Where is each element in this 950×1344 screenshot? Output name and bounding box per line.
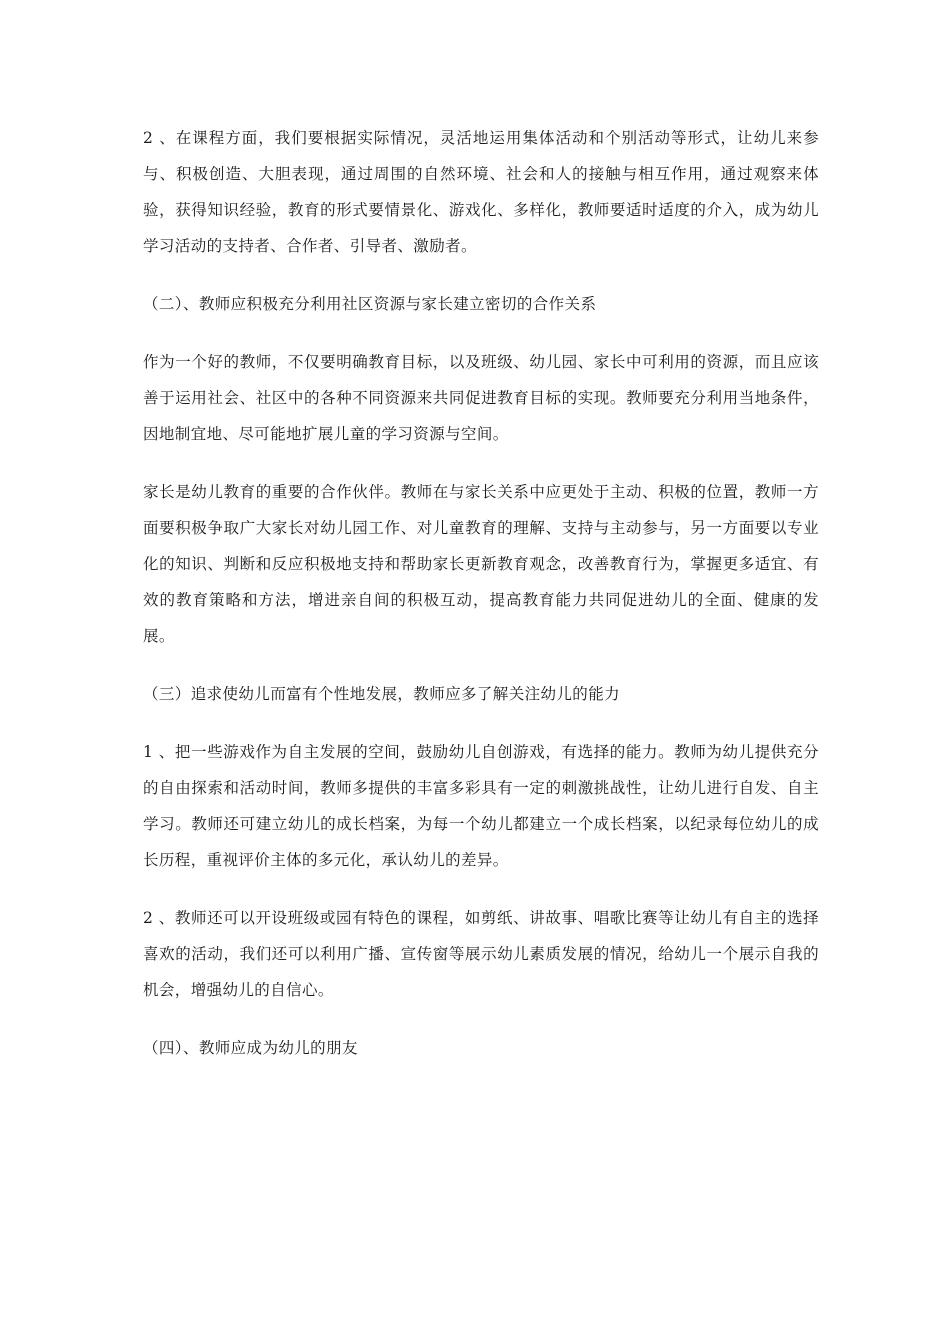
section-heading-two: （二）、教师应积极充分利用社区资源与家长建立密切的合作关系: [143, 295, 597, 313]
section-heading-four: （四）、教师应成为幼儿的朋友: [143, 1039, 358, 1057]
section-heading-three: （三）追求使幼儿而富有个性地发展，教师应多了解关注幼儿的能力: [143, 685, 621, 703]
paragraph-special-courses: 2 、教师还可以开设班级或园有特色的课程，如剪纸、讲故事、唱歌比赛等让幼儿有自主的选择喜欢的活动，我们还可以利用广播、宣传窗等展示幼儿素质发展的情况，给幼儿一个展示自我的机会，增强幼儿的自信心。: [143, 909, 819, 999]
paragraph-community-resources: 作为一个好的教师，不仅要明确教育目标，以及班级、幼儿园、家长中可利用的资源，而且应该善于运用社会、社区中的各种不同资源来共同促进教育目标的实现。教师要充分利用当地条件，因地制宜地、尽可能地扩展儿童的学习资源与空间。: [143, 353, 819, 443]
paragraph-parent-partnership: 家长是幼儿教育的重要的合作伙伴。教师在与家长关系中应更处于主动、积极的位置，教师一方面要积极争取广大家长对幼儿园工作、对儿童教育的理解、支持与主动参与，另一方面要以专业化的知识、判断和反应积极地支持和帮助家长更新教育观念，改善教育行为，掌握更多适宜、有效的教育策略和方法，增进亲自间的积极互动，提高教育能力共同促进幼儿的全面、健康的发展。: [143, 483, 819, 645]
paragraph-games-autonomy: 1 、把一些游戏作为自主发展的空间，鼓励幼儿自创游戏，有选择的能力。教师为幼儿提供充分的自由探索和活动时间，教师多提供的丰富多彩具有一定的刺激挑战性，让幼儿进行自发、自主学习。教师还可建立幼儿的成长档案，为每一个幼儿都建立一个成长档案，以纪录每位幼儿的成长历程，重视评价主体的多元化，承认幼儿的差异。: [143, 743, 819, 869]
paragraph-curriculum: 2 、在课程方面，我们要根据实际情况，灵活地运用集体活动和个别活动等形式，让幼儿来参与、积极创造、大胆表现，通过周围的自然环境、社会和人的接触与相互作用，通过观察来体验，获得知识经验，教育的形式要情景化、游戏化、多样化，教师要适时适度的介入，成为幼儿学习活动的支持者、合作者、引导者、激励者。: [143, 129, 819, 255]
document-body: [143, 120, 819, 1088]
